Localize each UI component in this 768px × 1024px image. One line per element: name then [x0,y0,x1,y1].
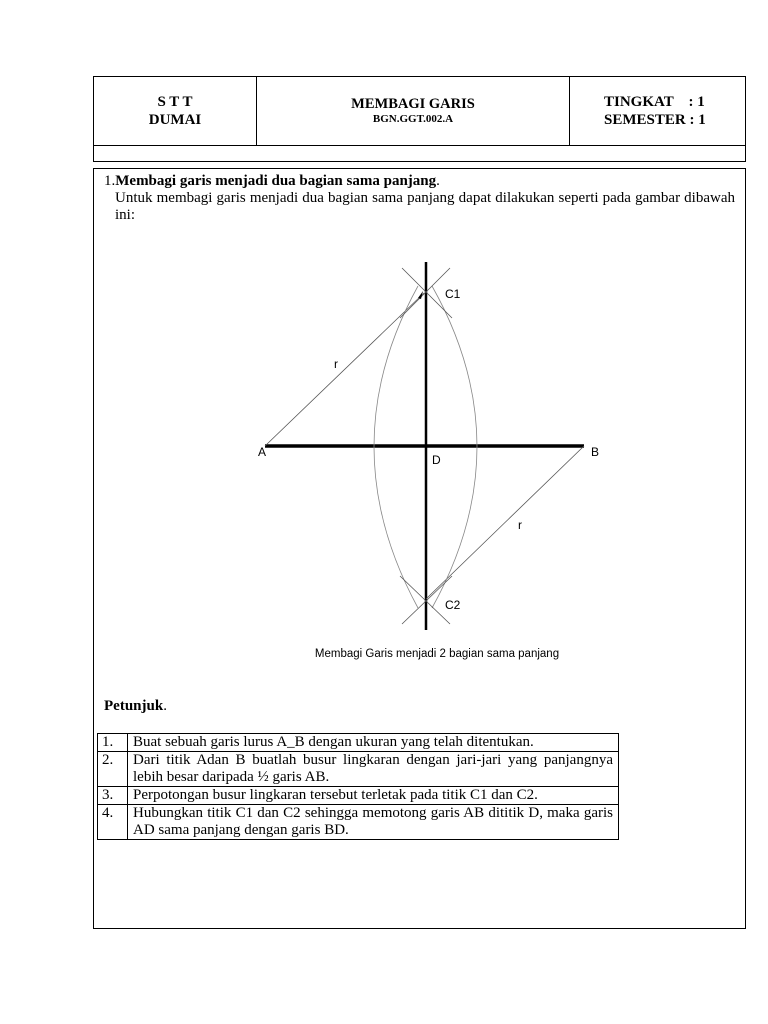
step-number: 2. [98,752,128,787]
table-row [98,752,619,787]
label-c2: C2 [445,598,461,612]
section-heading-end: . [436,173,440,189]
instructions-heading-text: Petunjuk [104,698,164,714]
table-row [98,734,619,752]
instructions-table [97,733,619,840]
step-number: 4. [98,805,128,840]
label-d: D [432,453,441,467]
step-text: Perpotongan busur lingkaran tersebut terletak pada titik C1 dan C2. [128,787,619,805]
label-b: B [591,445,600,459]
radius-line-from-a [265,293,424,446]
tingkat-label: TINGKAT : 1 [604,94,705,110]
label-a: A [258,445,267,459]
step-number: 1. [98,734,128,752]
table-row [98,787,619,805]
semester-label: SEMESTER : 1 [604,112,706,128]
document-title: MEMBAGI GARIS [351,96,475,112]
figure-caption: Membagi Garis menjadi 2 bagian sama panjang [314,648,560,660]
section-number: 1. [104,173,116,189]
section-heading-text: Membagi garis menjadi dua bagian sama panjang [115,173,437,189]
intro-paragraph: Untuk membagi garis menjadi dua bagian sama panjang dapat dilakukan seperti pada gambar dibawah ini: [115,190,735,223]
step-text: Buat sebuah garis lurus A_B dengan ukuran yang telah ditentukan. [128,734,619,752]
document-code: BGN.GGT.002.A [372,113,454,125]
label-r-lower: r [518,518,522,532]
step-number: 3. [98,787,128,805]
step-text: Hubungkan titik C1 dan C2 sehingga memotong garis AB dititik D, maka garis AD sama panjang dengan garis BD. [128,805,619,840]
radius-line-from-b [426,446,584,599]
label-r-upper: r [334,357,338,371]
instructions-heading-end: . [163,698,167,714]
institution-line1: S T T [157,94,193,110]
instructions-heading [104,697,167,715]
institution-line2: DUMAI [148,112,202,128]
table-row [98,805,619,840]
step-text: Dari titik Adan B buatlah busur lingkaran dengan jari-jari yang panjangnya lebih besar daripada ½ garis AB. [128,752,619,787]
label-c1: C1 [445,287,461,301]
